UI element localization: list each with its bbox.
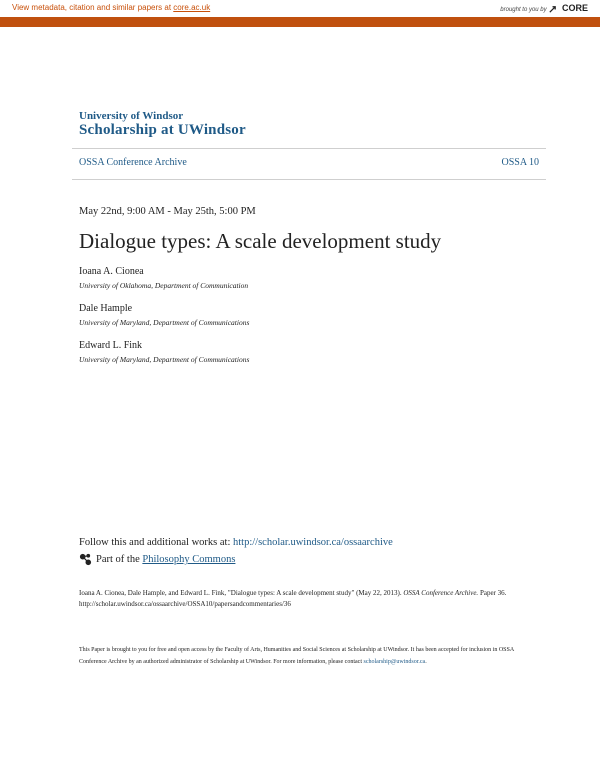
citation-url[interactable]: http://scholar.uwindsor.ca/ossaarchive/OSSA10/papersandcommentaries/36 — [79, 600, 291, 608]
provided-by-text: provided by Scholarship at UWindsor — [497, 35, 588, 41]
brought-to-you — [500, 3, 588, 14]
citation-source: OSSA Conference Archive. — [403, 589, 479, 597]
access-notice — [79, 644, 539, 668]
paper-title: Dialogue types: A scale development study — [79, 229, 442, 253]
event-date: May 22nd, 9:00 AM - May 25th, 5:00 PM — [79, 206, 256, 217]
part-of-text: Part of the — [96, 554, 140, 565]
citation-paper-number: Paper 36. — [478, 589, 507, 597]
notice-end: . — [425, 659, 427, 665]
contact-email-link[interactable]: scholarship@uwindsor.ca — [363, 659, 426, 665]
provided-by-bar — [0, 17, 600, 41]
author-name: Edward L. Fink — [79, 340, 143, 351]
core-link-prefix: View metadata, citation and similar papers at — [12, 3, 174, 12]
commons-network-icon — [79, 553, 92, 566]
brought-text: brought to you by — [500, 7, 547, 13]
author-affiliation: University of Maryland, Department of Communications — [79, 318, 250, 327]
philosophy-commons-link[interactable]: Philosophy Commons — [142, 554, 236, 565]
citation-block — [79, 588, 539, 610]
conference-link[interactable]: OSSA 10 — [501, 157, 539, 168]
divider-top — [72, 148, 546, 149]
core-banner — [0, 0, 600, 17]
institution-name[interactable]: University of Windsor — [79, 110, 184, 122]
author-affiliation: University of Maryland, Department of Communications — [79, 355, 250, 364]
author-name: Ioana A. Cionea — [79, 266, 144, 277]
core-metadata-link[interactable] — [12, 3, 210, 12]
author-affiliation: University of Oklahoma, Department of Communication — [79, 281, 249, 290]
follow-text: Follow this and additional works at: — [79, 537, 233, 548]
core-logo: CORE — [561, 3, 588, 13]
archive-url-link[interactable]: http://scholar.uwindsor.ca/ossaarchive — [233, 537, 393, 548]
archive-link[interactable]: OSSA Conference Archive — [79, 157, 187, 168]
part-of-line — [79, 553, 235, 566]
core-logo-icon — [548, 5, 557, 14]
follow-line — [79, 537, 393, 548]
core-link-domain[interactable]: core.ac.uk — [173, 3, 211, 12]
citation-text: Ioana A. Cionea, Dale Hample, and Edward L. Fink, "Dialogue types: A scale development study" (May 22, 2013). — [79, 589, 404, 597]
repository-name[interactable]: Scholarship at UWindsor — [79, 122, 246, 138]
author-name: Dale Hample — [79, 303, 133, 314]
divider-bottom — [72, 179, 546, 180]
notice-text: This Paper is brought to you for free and open access by the Faculty of Arts, Humanities and Social Sciences at Scholarship at UWindsor. It has been accepted for inclusion in OSSA Conference Archive by an authorized administrator of Scholarship at UWindsor. For more information, please contact — [79, 647, 514, 665]
